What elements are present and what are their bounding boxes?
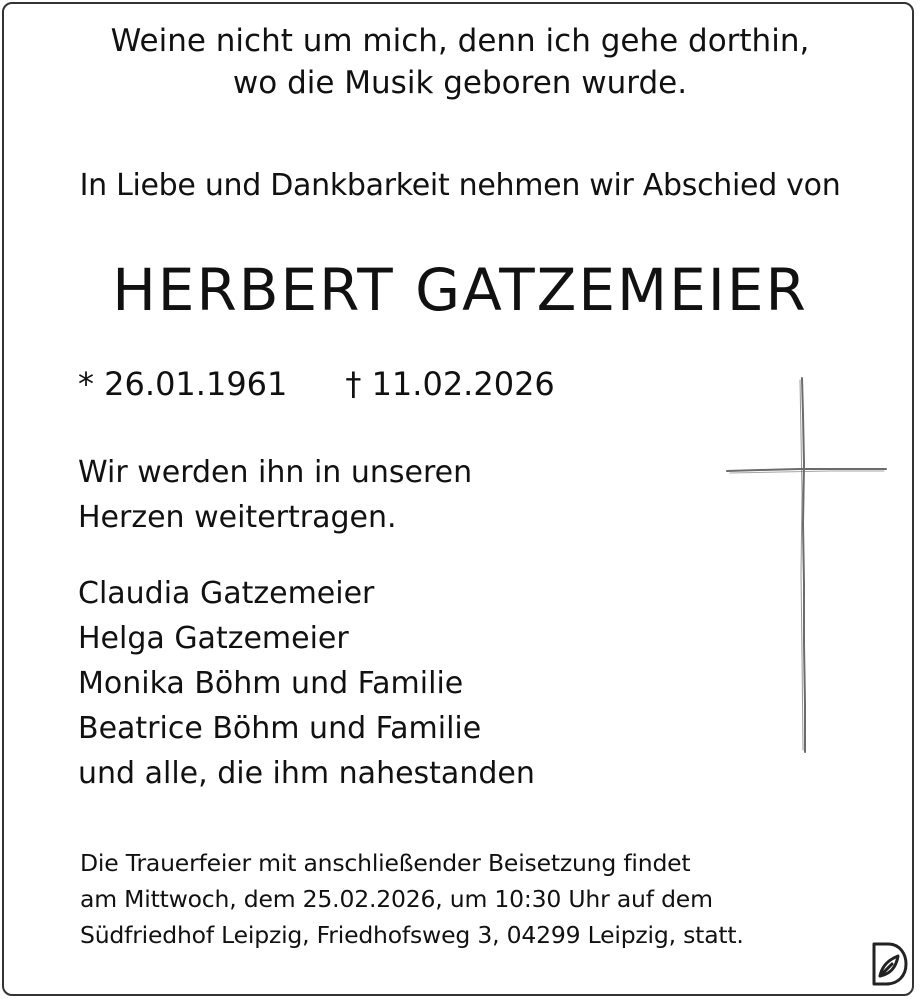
deceased-name: HERBERT GATZEMEIER: [112, 256, 808, 324]
remembrance-text: [78, 450, 472, 540]
mourner: und alle, die ihm nahestanden: [78, 756, 535, 791]
funeral-service-info: [80, 845, 744, 953]
mourners-list: [78, 571, 535, 796]
intro-text: In Liebe und Dankbarkeit nehmen wir Abschied von: [79, 168, 841, 203]
quote: [0, 20, 920, 104]
service-line-1: Die Trauerfeier mit anschließender Beisetzung findet: [80, 849, 691, 877]
life-dates: [78, 362, 555, 406]
quote-line-2: wo die Musik geboren wurde.: [232, 65, 688, 101]
service-line-2: am Mittwoch, dem 25.02.2026, um 10:30 Uhr auf dem: [80, 885, 713, 913]
mourner: Beatrice Böhm und Familie: [78, 711, 482, 746]
quote-line-1: Weine nicht um mich, denn ich gehe dorthin,: [110, 23, 810, 59]
cross-icon: [720, 374, 896, 758]
mourner: Helga Gatzemeier: [78, 621, 349, 656]
remembrance-line-2: Herzen weitertragen.: [78, 500, 397, 535]
mourner: Monika Böhm und Familie: [78, 666, 464, 701]
service-line-3: Südfriedhof Leipzig, Friedhofsweg 3, 04299 Leipzig, statt.: [80, 921, 744, 949]
remembrance-line-1: Wir werden ihn in unseren: [78, 455, 473, 490]
mourner: Claudia Gatzemeier: [78, 576, 375, 611]
death-date: † 11.02.2026: [345, 365, 555, 403]
birth-date: * 26.01.1961: [78, 365, 288, 403]
leaf-logo-icon: [866, 940, 910, 988]
